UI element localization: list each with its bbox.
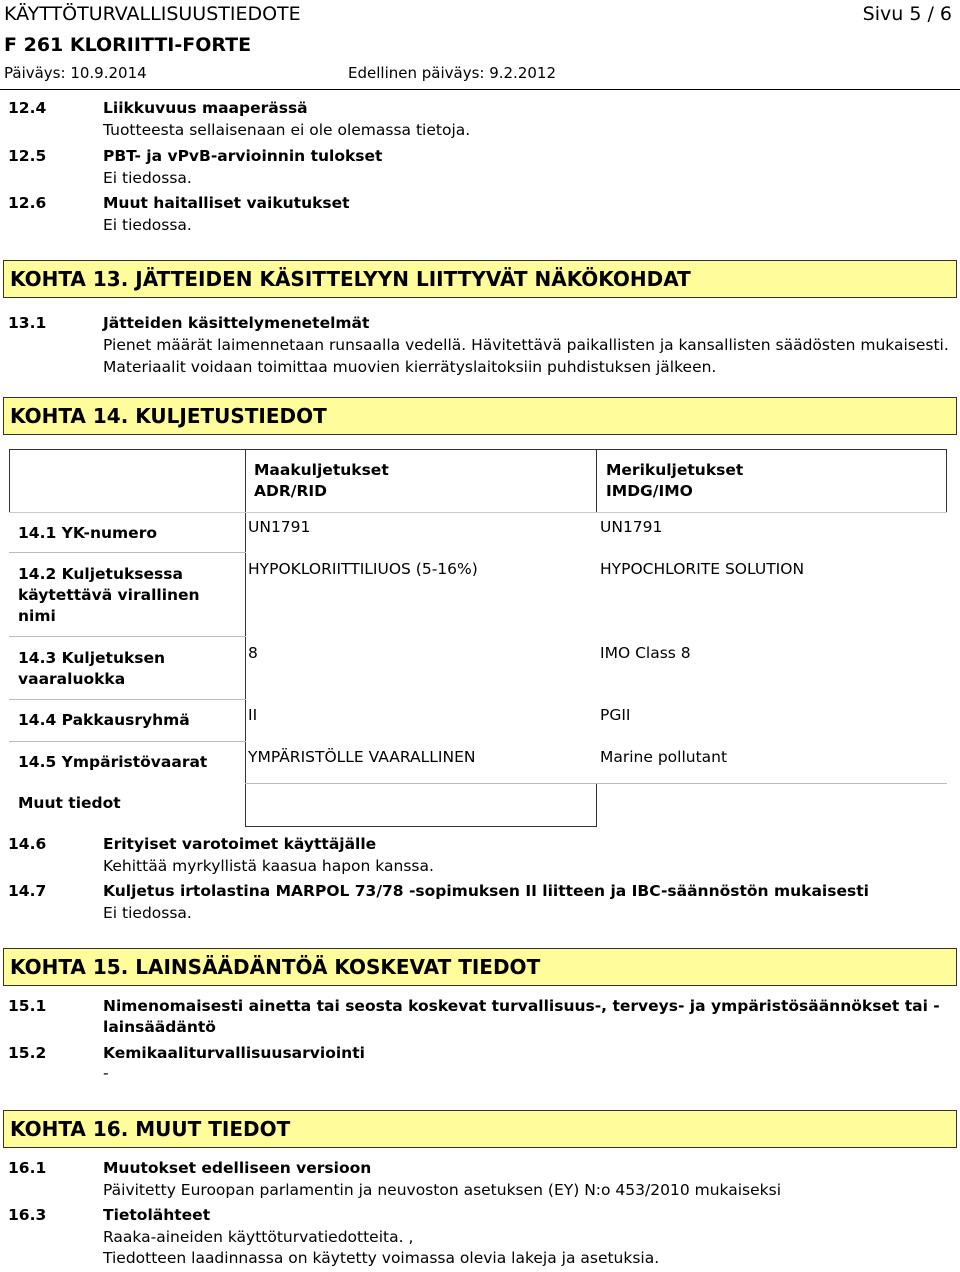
item-number: 12.4 [8, 99, 47, 117]
item-text: Kehittää myrkyllistä kaasua hapon kanssa. [103, 857, 434, 875]
table-header-land-transport [245, 449, 597, 513]
item-text: Materiaalit voidaan toimittaa muovien kierrätyslaitoksiin puhdistuksen jälkeen. [103, 358, 717, 376]
table-row-label-line: 14.3 Kuljetuksen [18, 649, 166, 667]
item-title: Kuljetus irtolastina MARPOL 73/78 -sopimuksen II liitteen ja IBC-säännöstön mukaisesti [103, 882, 869, 900]
previous-issue-date: Edellinen päiväys: 9.2.2012 [348, 64, 557, 82]
item-title: Kemikaaliturvallisuusarviointi [103, 1044, 365, 1062]
table-row-label: 14.1 YK-numero [18, 524, 157, 542]
table-row-label [18, 564, 200, 627]
header-rule [0, 89, 960, 90]
table-cell-land: UN1791 [248, 518, 311, 536]
document-type-title: KÄYTTÖTURVALLISUUSTIEDOTE [4, 3, 301, 25]
table-cell-sea: Marine pollutant [600, 748, 728, 766]
table-row-label: 14.4 Pakkausryhmä [18, 711, 190, 729]
item-title: Jätteiden käsittelymenetelmät [103, 314, 370, 332]
column-header-line: Merikuljetukset [606, 461, 744, 479]
column-header-line: IMDG/IMO [606, 482, 693, 500]
item-number: 16.3 [8, 1206, 47, 1224]
item-number: 12.5 [8, 147, 47, 165]
table-row-label: Muut tiedot [18, 794, 121, 812]
table-cell-sea: HYPOCHLORITE SOLUTION [600, 560, 805, 578]
table-cell-sea: IMO Class 8 [600, 644, 691, 662]
issue-date: Päiväys: 10.9.2014 [4, 64, 147, 82]
table-other-info-cell [245, 783, 597, 827]
item-text: Raaka-aineiden käyttöturvatiedotteita. , [103, 1228, 414, 1246]
item-title: Erityiset varotoimet käyttäjälle [103, 835, 377, 853]
table-divider [9, 699, 246, 700]
section-15-heading: KOHTA 15. LAINSÄÄDÄNTÖÄ KOSKEVAT TIEDOT [3, 948, 957, 986]
table-cell-land: II [248, 706, 258, 724]
item-number: 12.6 [8, 194, 47, 212]
table-divider [9, 512, 947, 513]
table-cell-land: HYPOKLORIITTILIUOS (5-16%) [248, 560, 478, 578]
item-title: Tietolähteet [103, 1206, 211, 1224]
table-row-label: 14.5 Ympäristövaarat [18, 753, 208, 771]
product-name: F 261 KLORIITTI-FORTE [4, 34, 252, 56]
table-row-label-line: 14.2 Kuljetuksessa [18, 565, 183, 583]
table-cell-sea: PGII [600, 706, 631, 724]
item-text: Ei tiedossa. [103, 216, 192, 234]
table-header-empty-cell [9, 449, 246, 513]
item-text: Tiedotteen laadinnassa on käytetty voimassa olevia lakeja ja asetuksia. [103, 1249, 660, 1267]
item-title: lainsäädäntö [103, 1018, 216, 1036]
item-title: Liikkuvuus maaperässä [103, 99, 308, 117]
table-cell-sea: UN1791 [600, 518, 663, 536]
item-number: 14.7 [8, 882, 47, 900]
item-text: Pienet määrät laimennetaan runsaalla vedellä. Hävitettävä paikallisten ja kansallisten säädösten mukaisesti. [103, 336, 949, 354]
item-title: Muutokset edelliseen versioon [103, 1159, 372, 1177]
item-text: Ei tiedossa. [103, 904, 192, 922]
table-divider [9, 741, 246, 742]
table-cell-land: YMPÄRISTÖLLE VAARALLINEN [248, 748, 476, 766]
column-header-line: Maakuljetukset [254, 461, 389, 479]
item-number: 15.2 [8, 1044, 47, 1062]
table-row-label-line: nimi [18, 607, 56, 625]
item-title: PBT- ja vPvB-arvioinnin tulokset [103, 147, 383, 165]
table-divider [245, 783, 947, 784]
column-header-line: ADR/RID [254, 482, 328, 500]
item-text: Päivitetty Euroopan parlamentin ja neuvoston asetuksen (EY) N:o 453/2010 mukaiseksi [103, 1181, 782, 1199]
item-number: 13.1 [8, 314, 47, 332]
section-16-heading: KOHTA 16. MUUT TIEDOT [3, 1110, 957, 1148]
item-number: 16.1 [8, 1159, 47, 1177]
section-14-heading: KOHTA 14. KULJETUSTIEDOT [3, 397, 957, 435]
table-header-sea-transport [596, 449, 947, 513]
item-text: Tuotteesta sellaisenaan ei ole olemassa tietoja. [103, 121, 471, 139]
table-divider [9, 552, 246, 553]
table-row-label-line: käytettävä virallinen [18, 586, 200, 604]
page-number: Sivu 5 / 6 [862, 3, 952, 25]
table-cell-land: 8 [248, 644, 258, 662]
section-13-heading: KOHTA 13. JÄTTEIDEN KÄSITTELYYN LIITTYVÄT NÄKÖKOHDAT [3, 260, 957, 298]
item-text: Ei tiedossa. [103, 169, 192, 187]
item-number: 15.1 [8, 997, 47, 1015]
item-number: 14.6 [8, 835, 47, 853]
item-title: Muut haitalliset vaikutukset [103, 194, 350, 212]
item-text: - [103, 1064, 109, 1082]
table-row-label [18, 648, 165, 690]
item-title: Nimenomaisesti ainetta tai seosta koskevat turvallisuus-, terveys- ja ympäristösäännökset tai - [103, 997, 940, 1015]
table-divider [9, 636, 246, 637]
table-row-label-line: vaaraluokka [18, 670, 126, 688]
